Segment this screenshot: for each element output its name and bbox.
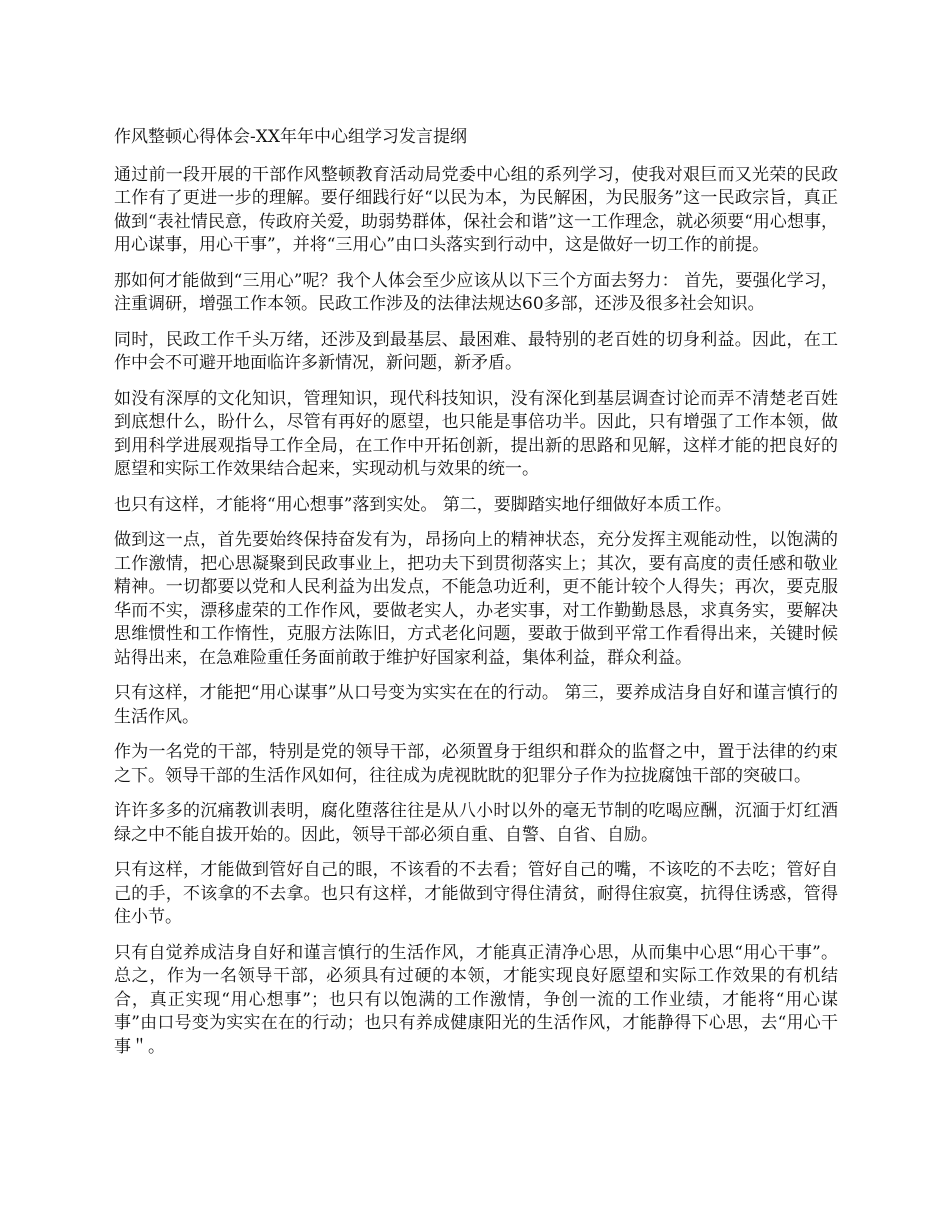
paragraph-2: 那如何才能做到“三用心”呢？我个人体会至少应该从以下三个方面去努力： 首先，要强化学习，注重调研，增强工作本领。民政工作涉及的法律法规达60多部，还涉及很多社会知识。	[114, 270, 838, 314]
paragraph-5: 也只有这样，才能将“用心想事”落到实处。 第二，要脚踏实地仔细做好本质工作。	[114, 494, 732, 515]
paragraph-1: 通过前一段开展的干部作风整顿教育活动局党委中心组的系列学习，使我对艰巨而又光荣的民政工作有了更进一步的理解。要仔细践行好“以民为本，为民解困，为民服务”这一民政宗旨，真正做到“表社情民意，传政府关爱，助弱势群体，保社会和谐”这一工作理念，就必须要“用心想事，用心谋事，用心干事”，并将“三用心”由口头落实到行动中，这是做好一切工作的前提。	[114, 164, 838, 255]
paragraph-7: 只有这样，才能把“用心谋事”从口号变为实实在在的行动。 第三，要养成洁身自好和谨言慎行的生活作风。	[114, 683, 838, 727]
document-title: 作风整顿心得体会-XX年年中心组学习发言提纲	[114, 127, 467, 147]
document-page	[114, 126, 838, 1071]
paragraph-10: 只有这样，才能做到管好自己的眼，不该看的不去看；管好自己的嘴，不该吃的不去吃；管好自己的手，不该拿的不去拿。也只有这样，才能做到守得住清贫，耐得住寂寞，抗得住诱惑，管得住小节。	[114, 860, 838, 927]
paragraph-3: 同时，民政工作千头万绪，还涉及到最基层、最困难、最特别的老百姓的切身利益。因此，在工作中会不可避开地面临许多新情况，新问题，新矛盾。	[114, 329, 838, 373]
paragraph-9: 许许多多的沉痛教训表明，腐化堕落往往是从八小时以外的毫无节制的吃喝应酬，沉湎于灯红酒绿之中不能自拔开始的。因此，领导干部必须自重、自警、自省、自励。	[114, 801, 838, 845]
paragraph-4: 如没有深厚的文化知识，管理知识，现代科技知识，没有深化到基层调查讨论而弄不清楚老百姓到底想什么，盼什么，尽管有再好的愿望，也只能是事倍功半。因此，只有增强了工作本领，做到用科学进展观指导工作全局，在工作中开拓创新，提出新的思路和见解，这样才能的把良好的愿望和实际工作效果结合起来，实现动机与效果的统一。	[114, 388, 838, 479]
paragraph-6: 做到这一点，首先要始终保持奋发有为，昂扬向上的精神状态，充分发挥主观能动性，以饱满的工作激情，把心思凝聚到民政事业上，把功夫下到贯彻落实上；其次，要有高度的责任感和敬业精神。一切都要以党和人民利益为出发点，不能急功近利，更不能计较个人得失；再次，要克服华而不实，漂移虚荣的工作作风，要做老实人，办老实事，对工作勤勤恳恳，求真务实，要解决思维惯性和工作惰性，克服方法陈旧，方式老化问题，要敢于做到平常工作看得出来，关键时候站得出来，在急难险重任务面前敢于维护好国家利益，集体利益，群众利益。	[114, 530, 838, 668]
paragraph-11: 只有自觉养成洁身自好和谨言慎行的生活作风，才能真正清净心思，从而集中心思“用心干事”。 总之，作为一名领导干部，必须具有过硬的本领，才能实现良好愿望和实际工作效果的有机结合，真正实现“用心想事”；也只有以饱满的工作激情，争创一流的工作业绩，才能将“用心谋事”由口号变为实实在在的行动；也只有养成健康阳光的生活作风，才能静得下心思，去“用心干事＂。	[114, 942, 838, 1057]
paragraph-8: 作为一名党的干部，特别是党的领导干部，必须置身于组织和群众的监督之中，置于法律的约束之下。领导干部的生活作风如何，往往成为虎视眈眈的犯罪分子作为拉拢腐蚀干部的突破口。	[114, 742, 838, 786]
